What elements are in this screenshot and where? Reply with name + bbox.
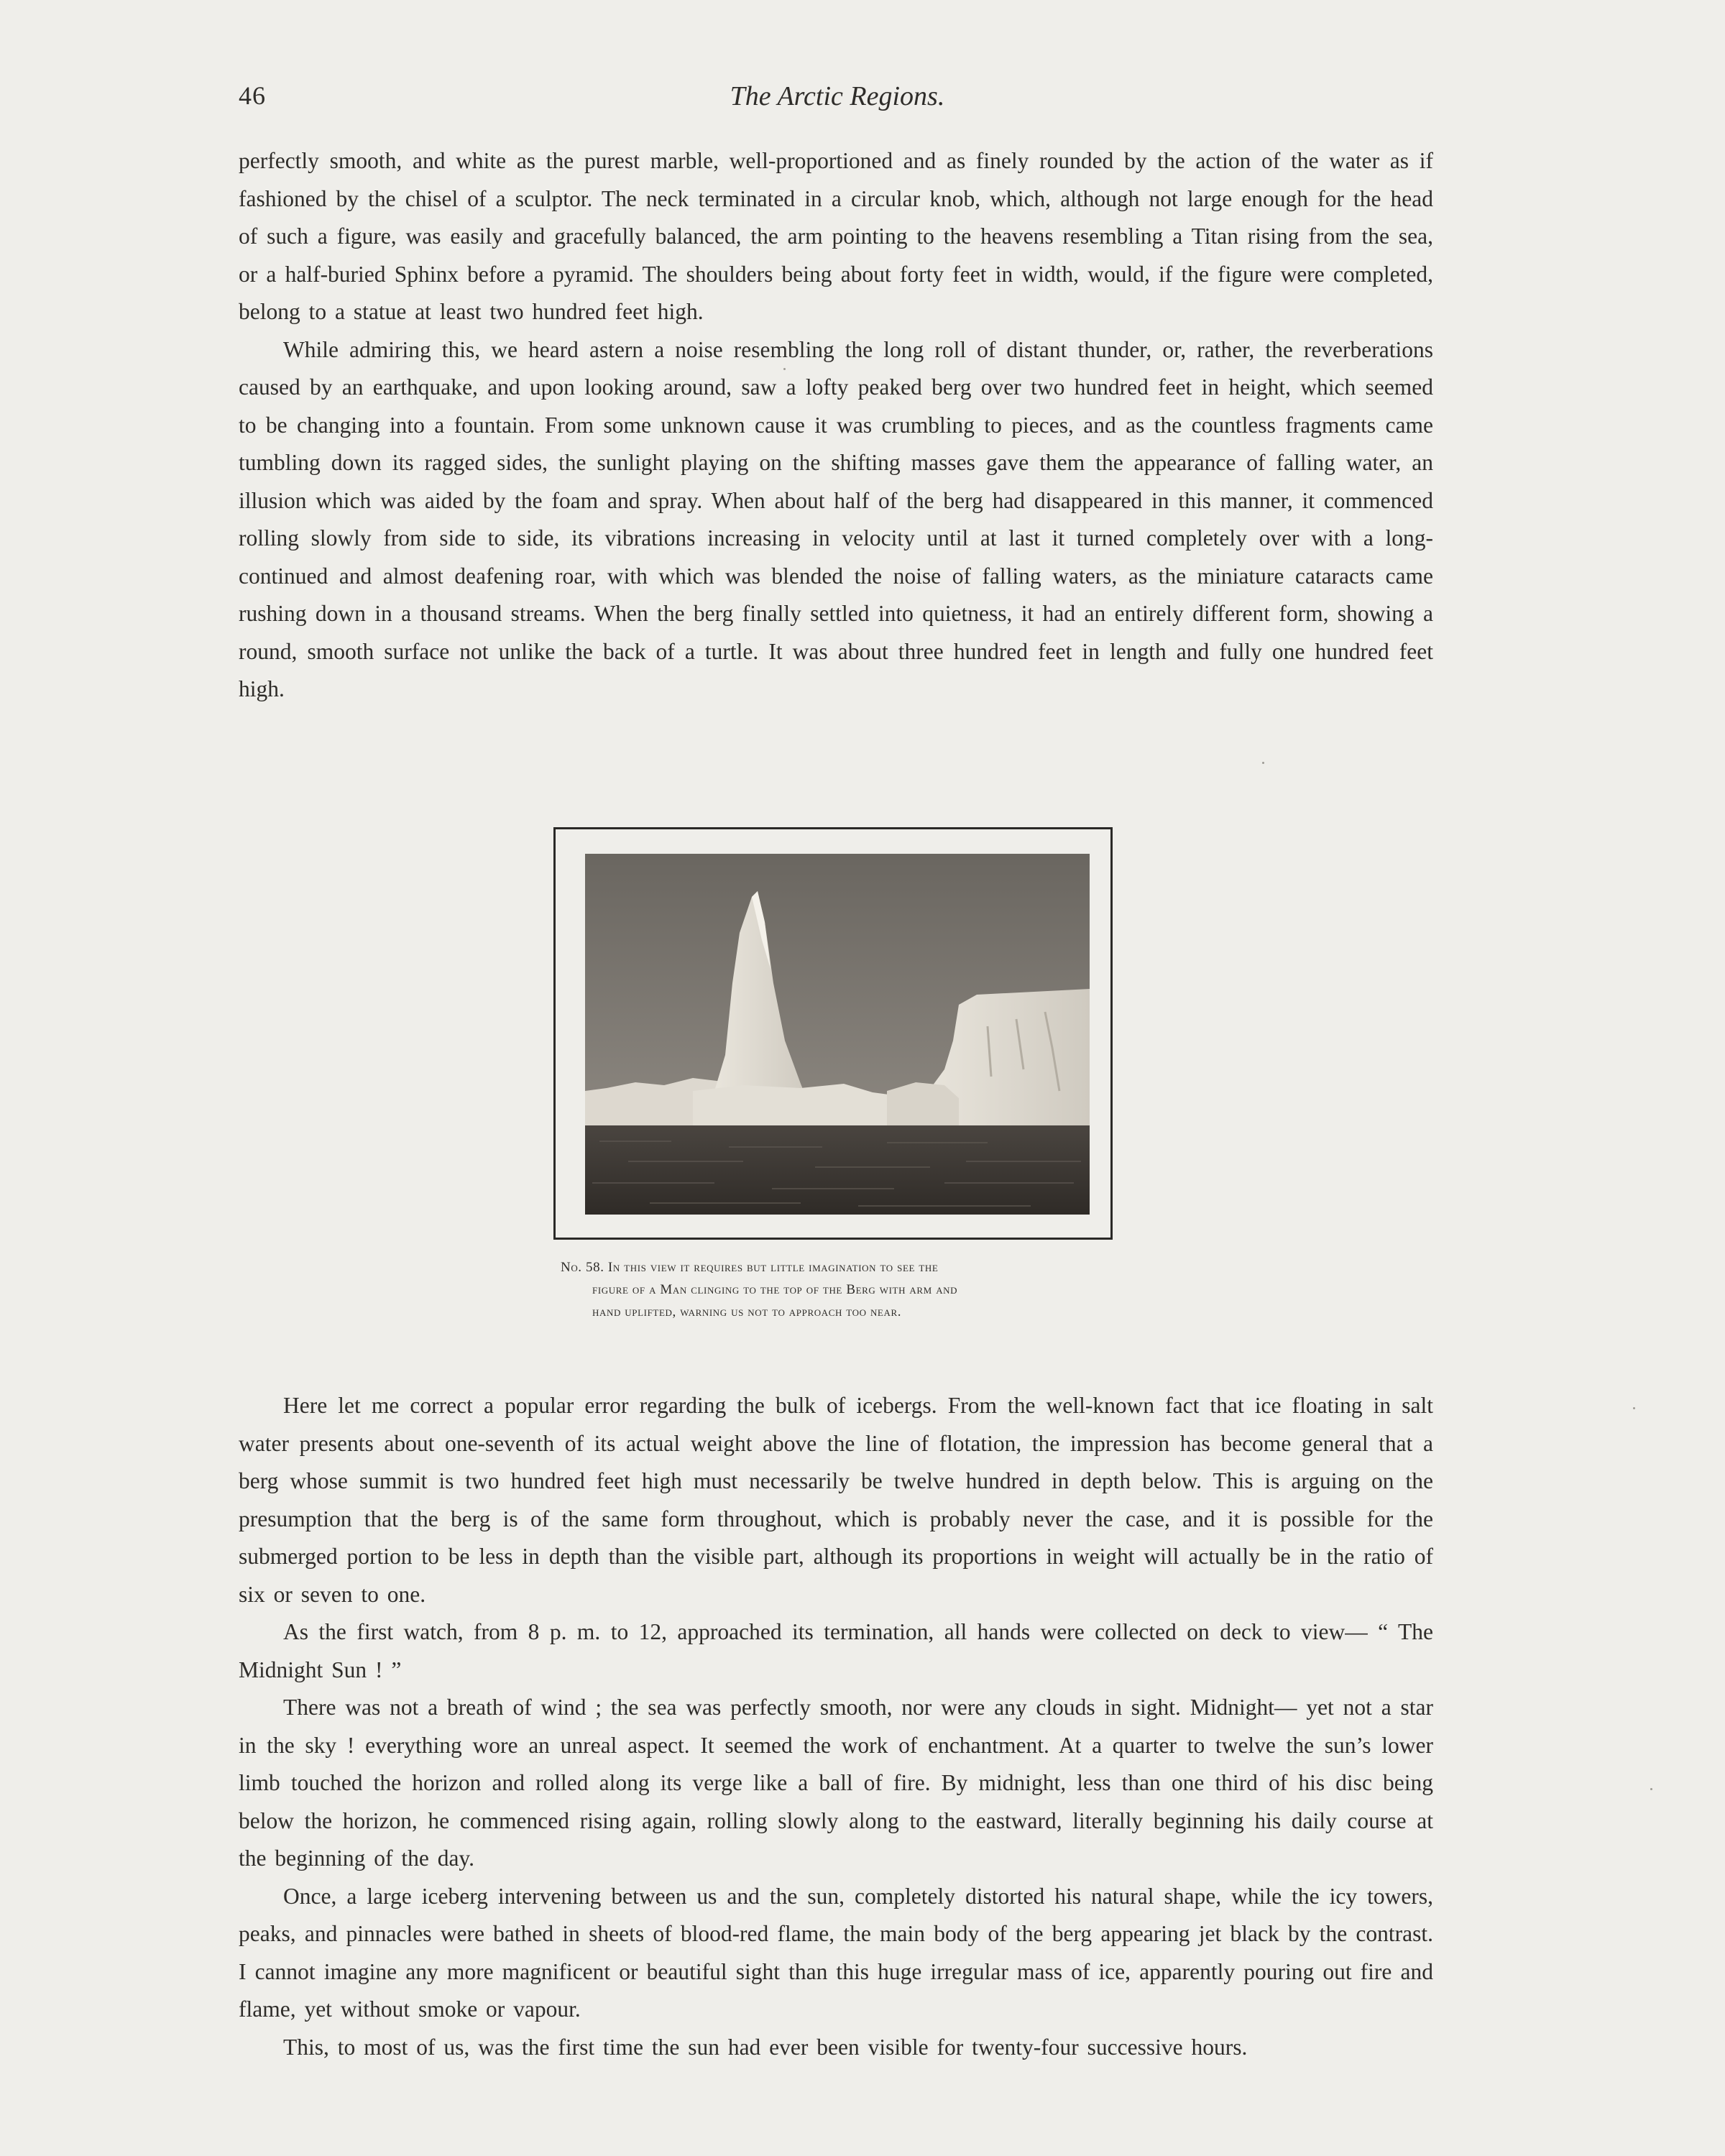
caption-line: figure of a Man clinging to the top of the Berg with arm and [592, 1282, 958, 1297]
paper-speck [1650, 1788, 1652, 1790]
paragraph: As the first watch, from 8 p. m. to 12, approached its termination, all hands were collected on deck to view— “ The Midnight Sun ! ” [239, 1619, 1433, 1682]
paper-speck [783, 368, 786, 370]
running-title: The Arctic Regions. [730, 81, 945, 111]
figure-frame [553, 827, 1113, 1240]
page-number: 46 [239, 81, 266, 110]
iceberg-photograph [585, 854, 1090, 1215]
paragraph: This, to most of us, was the first time the sun had ever been visible for twenty-four successive hours. [283, 2034, 1248, 2060]
paragraph: perfectly smooth, and white as the purest marble, well-proportioned and as finely rounded by the action of the water as if fashioned by the chisel of a sculptor. The neck terminated in a circular knob, which, although not large enough for the head of such a figure, was easily and gracefully balanced, the arm pointing to the heavens resembling a Titan rising from the sea, or a half-buried Sphinx before a pyramid. The shoulders being about forty feet in width, would, if the figure were completed, belong to a statue at least two hundred feet high. [239, 148, 1433, 324]
paragraph: Once, a large iceberg intervening between us and the sun, completely distorted his natural shape, while the icy towers, peaks, and pinnacles were bathed in sheets of blood-red flame, the main body of the berg appearing jet black by the contrast. I cannot imagine any more magnificent or beautiful sight than this huge irregular mass of ice, apparently pouring out fire and flame, yet without smoke or vapour. [239, 1883, 1433, 2022]
caption-line: No. 58. In this view it requires but little imagination to see the [561, 1260, 939, 1275]
paper-speck [1633, 1407, 1635, 1409]
paragraph: There was not a breath of wind ; the sea was perfectly smooth, nor were any clouds in sight. Midnight— yet not a star in the sky ! everything wore an unreal aspect. It seemed the work of enchantment. At a quarter to twelve the sun’s lower limb touched the horizon and rolled along its verge like a ball of fire. By midnight, less than one third of his disc being below the horizon, he commenced rising again, rolling slowly along to the eastward, literally beginning his daily course at the beginning of the day. [239, 1695, 1433, 1871]
paper-speck [1262, 762, 1264, 764]
paragraph: Here let me correct a popular error regarding the bulk of icebergs. From the well-known fact that ice floating in salt water presents about one-seventh of its actual weight above the line of flotation, the impression has become general that a berg whose summit is two hundred feet high must necessarily be twelve hundred in depth below. This is arguing on the presumption that the berg is of the same form throughout, which is probably never the case, and it is possible for the submerged portion to be less in depth than the visible part, although its proportions in weight will actually be in the ratio of six or seven to one. [239, 1393, 1433, 1607]
body-text-top [239, 142, 1433, 709]
paragraph: While admiring this, we heard astern a noise resembling the long roll of distant thunder, or, rather, the reverberations caused by an earthquake, and upon looking around, saw a lofty peaked berg over two hundred feet in height, which seemed to be changing into a fountain. From some unknown cause it was crumbling to pieces, and as the countless fragments came tumbling down its ragged sides, the sunlight playing on the shifting masses gave them the appearance of falling water, an illusion which was aided by the foam and spray. When about half of the berg had disappeared in this manner, it commenced rolling slowly from side to side, its vibrations increasing in velocity until at last it turned completely over with a long-continued and almost deafening roar, with which was blended the noise of falling waters, as the miniature cataracts came rushing down in a thousand streams. When the berg finally settled into quietness, it had an entirely different form, showing a round, smooth surface not unlike the back of a turtle. It was about three hundred feet in length and fully one hundred feet high. [239, 336, 1433, 701]
caption-line: hand uplifted, warning us not to approach too near. [592, 1304, 902, 1319]
figure-caption [561, 1256, 1107, 1323]
body-text-bottom [239, 1387, 1433, 2066]
